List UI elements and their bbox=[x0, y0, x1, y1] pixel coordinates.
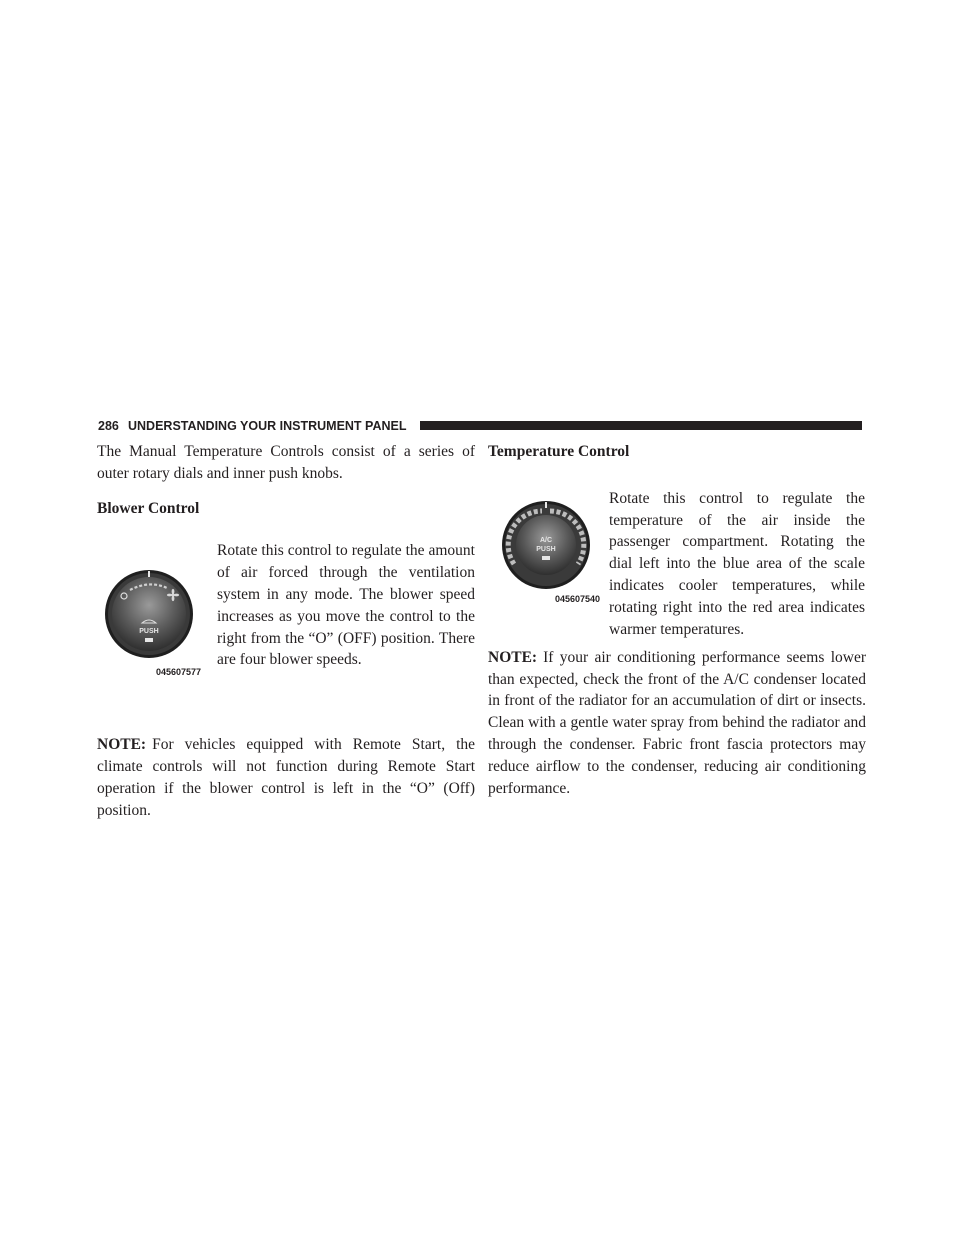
page-number: 286 bbox=[98, 419, 119, 433]
note-text: For vehicles equipped with Remote Start, the climate controls will not function during Remote Start operation if the blower control is left in the “O” (Off) position. bbox=[97, 736, 475, 819]
temperature-control-text: Rotate this control to regulate the temperature of the air inside the passenger compartment. Rotating the dial left into the blue area of the scale indicates cooler temperatures, while rotating right into the red area indicates warmer temperatures. bbox=[609, 489, 865, 638]
section-title: UNDERSTANDING YOUR INSTRUMENT PANEL bbox=[128, 419, 407, 433]
blower-control-text: Rotate this control to regulate the amount of air forced through the ventilation system in any mode. The blower speed increases as you move the control to the right from the “O” (OFF) position. There are four blower speeds. bbox=[217, 542, 475, 669]
blower-note bbox=[97, 734, 475, 821]
temperature-figure-code: 045607540 bbox=[554, 593, 600, 604]
note-label: NOTE: bbox=[488, 648, 538, 666]
temperature-figure-row bbox=[488, 489, 866, 647]
blower-control-knob-figure bbox=[97, 568, 209, 678]
note-text: If your air conditioning performance seems lower than expected, check the front of the A/C condenser located in front of the radiator for an accumulation of dirt or insects. Clean with a gentle water spray from behind the radiator and through the condenser. Fabric front fascia protectors may reduce airflow to the condenser, reducing air conditioning performance. bbox=[488, 648, 866, 797]
right-column bbox=[488, 441, 866, 799]
knob-push-label: PUSH bbox=[536, 545, 556, 553]
left-column bbox=[97, 441, 475, 822]
temperature-control-heading: Temperature Control bbox=[488, 443, 630, 460]
blower-figure-row bbox=[97, 540, 475, 716]
blower-control-heading: Blower Control bbox=[97, 499, 200, 517]
knob-ac-label: A/C bbox=[539, 536, 553, 544]
temperature-note bbox=[488, 647, 866, 800]
page-header bbox=[98, 419, 862, 433]
temperature-control-knob-figure bbox=[488, 500, 604, 612]
intro-paragraph: The Manual Temperature Controls consist of a series of outer rotary dials and inner push knobs. bbox=[97, 443, 475, 482]
blower-figure-code: 045607577 bbox=[155, 667, 201, 678]
knob-push-label: PUSH bbox=[139, 628, 159, 636]
note-label: NOTE: bbox=[97, 736, 147, 754]
header-rule bbox=[420, 421, 862, 430]
